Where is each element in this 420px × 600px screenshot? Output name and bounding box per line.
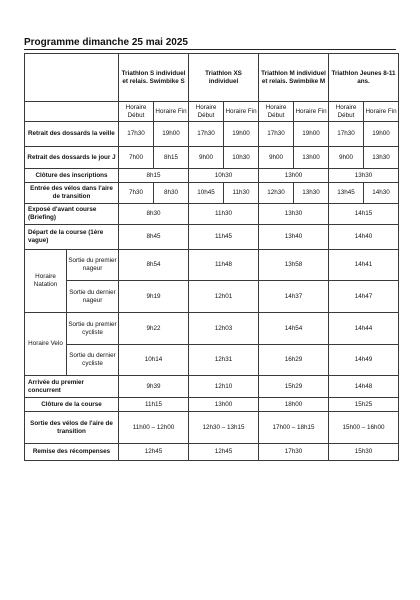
table-cell: 12h01 — [189, 281, 259, 313]
row-label: Retrait des dossards la veille — [25, 122, 119, 147]
row-label: Sortie des vélos de l'aire de transition — [25, 412, 119, 444]
table-cell: 11h00 – 12h00 — [119, 412, 189, 444]
table-cell: 13h40 — [259, 225, 329, 250]
table-cell: 14h48 — [329, 376, 399, 398]
table-cell: 10h30 — [189, 169, 259, 183]
row-label: Exposé d'avant course (Briefing) — [25, 204, 119, 225]
table-cell: 8h15 — [119, 169, 189, 183]
header-row — [25, 54, 399, 102]
table-row — [25, 122, 399, 147]
table-cell: 15h29 — [259, 376, 329, 398]
row-label: Clôture de la course — [25, 398, 119, 412]
column-header: Triathlon XS individuel — [189, 54, 259, 102]
subheader-cell: Horaire Début — [119, 102, 154, 122]
table-cell: 8h15 — [154, 147, 189, 169]
table-cell: 13h30 — [329, 169, 399, 183]
schedule-table — [24, 53, 399, 461]
table-cell: 7h00 — [119, 147, 154, 169]
table-cell: 14h49 — [329, 345, 399, 376]
table-cell: 12h30 — [259, 183, 294, 204]
row-label: Remise des récompenses — [25, 444, 119, 461]
column-header: Triathlon S individuel et relais. Swimbike S — [119, 54, 189, 102]
table-cell: 19h00 — [364, 122, 399, 147]
table-cell: 10h14 — [119, 345, 189, 376]
table-cell: 17h30 — [259, 444, 329, 461]
table-cell: 14h47 — [329, 281, 399, 313]
table-cell: 12h30 – 13h15 — [189, 412, 259, 444]
table-row — [25, 444, 399, 461]
row-sublabel: Sortie du dernier cycliste — [67, 345, 119, 376]
row-label: Clôture des inscriptions — [25, 169, 119, 183]
subheader-cell: Horaire Fin — [294, 102, 329, 122]
table-cell: 17h30 — [189, 122, 224, 147]
table-cell: 12h31 — [189, 345, 259, 376]
row-sublabel: Sortie du premier nageur — [67, 250, 119, 281]
table-row — [25, 225, 399, 250]
table-row — [25, 147, 399, 169]
group-label-velo: Horaire Velo — [25, 313, 67, 376]
table-cell: 9h00 — [329, 147, 364, 169]
row-label: Départ de la course (1ère vague) — [25, 225, 119, 250]
subheader-corner — [25, 102, 119, 122]
table-row — [25, 281, 399, 313]
table-cell: 14h15 — [329, 204, 399, 225]
table-cell: 8h30 — [154, 183, 189, 204]
table-cell: 14h40 — [329, 225, 399, 250]
table-row — [25, 183, 399, 204]
table-cell: 19h00 — [294, 122, 329, 147]
subheader-cell: Horaire Fin — [364, 102, 399, 122]
table-cell: 17h30 — [259, 122, 294, 147]
table-cell: 17h30 — [329, 122, 364, 147]
subheader-cell: Horaire Début — [259, 102, 294, 122]
table-cell: 15h25 — [329, 398, 399, 412]
table-row — [25, 376, 399, 398]
table-cell: 10h30 — [224, 147, 259, 169]
table-row — [25, 313, 399, 345]
table-cell: 15h30 — [329, 444, 399, 461]
table-cell: 9h00 — [259, 147, 294, 169]
table-row — [25, 250, 399, 281]
column-header: Triathlon M individuel et relais. Swimbike M — [259, 54, 329, 102]
table-cell: 12h45 — [119, 444, 189, 461]
table-cell: 17h00 – 18h15 — [259, 412, 329, 444]
table-row — [25, 204, 399, 225]
table-cell: 12h45 — [189, 444, 259, 461]
row-label: Retrait des dossards le jour J — [25, 147, 119, 169]
row-sublabel: Sortie du premier cycliste — [67, 313, 119, 345]
table-cell: 9h19 — [119, 281, 189, 313]
table-cell: 14h44 — [329, 313, 399, 345]
subheader-cell: Horaire Fin — [154, 102, 189, 122]
column-header: Triathlon Jeunes 8-11 ans. — [329, 54, 399, 102]
table-row — [25, 412, 399, 444]
row-label: Entrée des vélos dans l'aire de transition — [25, 183, 119, 204]
group-label-natation: Horaire Natation — [25, 250, 67, 313]
table-cell: 14h41 — [329, 250, 399, 281]
table-cell: 10h45 — [189, 183, 224, 204]
table-cell: 9h00 — [189, 147, 224, 169]
table-cell: 13h00 — [189, 398, 259, 412]
table-cell: 11h45 — [189, 225, 259, 250]
table-cell: 19h00 — [224, 122, 259, 147]
page-title: Programme dimanche 25 mai 2025 — [24, 37, 188, 48]
table-cell: 11h15 — [119, 398, 189, 412]
table-cell: 13h00 — [294, 147, 329, 169]
table-cell: 12h03 — [189, 313, 259, 345]
table-cell: 13h30 — [294, 183, 329, 204]
table-row — [25, 169, 399, 183]
table-cell: 18h00 — [259, 398, 329, 412]
subheader-cell: Horaire Fin — [224, 102, 259, 122]
table-cell: 13h30 — [259, 204, 329, 225]
table-cell: 9h39 — [119, 376, 189, 398]
header-corner — [25, 54, 119, 102]
subheader-row — [25, 102, 399, 122]
table-cell: 11h30 — [189, 204, 259, 225]
table-cell: 8h54 — [119, 250, 189, 281]
table-cell: 13h30 — [364, 147, 399, 169]
table-cell: 11h48 — [189, 250, 259, 281]
subheader-cell: Horaire Début — [329, 102, 364, 122]
table-cell: 14h30 — [364, 183, 399, 204]
table-cell: 15h00 – 16h00 — [329, 412, 399, 444]
table-cell: 13h58 — [259, 250, 329, 281]
title-underline — [24, 49, 396, 50]
table-cell: 17h30 — [119, 122, 154, 147]
table-cell: 16h29 — [259, 345, 329, 376]
table-cell: 11h30 — [224, 183, 259, 204]
table-cell: 13h00 — [259, 169, 329, 183]
table-cell: 12h10 — [189, 376, 259, 398]
subheader-cell: Horaire Début — [189, 102, 224, 122]
table-row — [25, 398, 399, 412]
table-cell: 19h00 — [154, 122, 189, 147]
row-label: Arrivée du premier concurrent — [25, 376, 119, 398]
table-cell: 13h45 — [329, 183, 364, 204]
table-cell: 7h30 — [119, 183, 154, 204]
table-cell: 9h22 — [119, 313, 189, 345]
row-sublabel: Sortie du dernier nageur — [67, 281, 119, 313]
table-cell: 8h45 — [119, 225, 189, 250]
table-cell: 14h37 — [259, 281, 329, 313]
table-cell: 14h54 — [259, 313, 329, 345]
table-row — [25, 345, 399, 376]
table-cell: 8h30 — [119, 204, 189, 225]
